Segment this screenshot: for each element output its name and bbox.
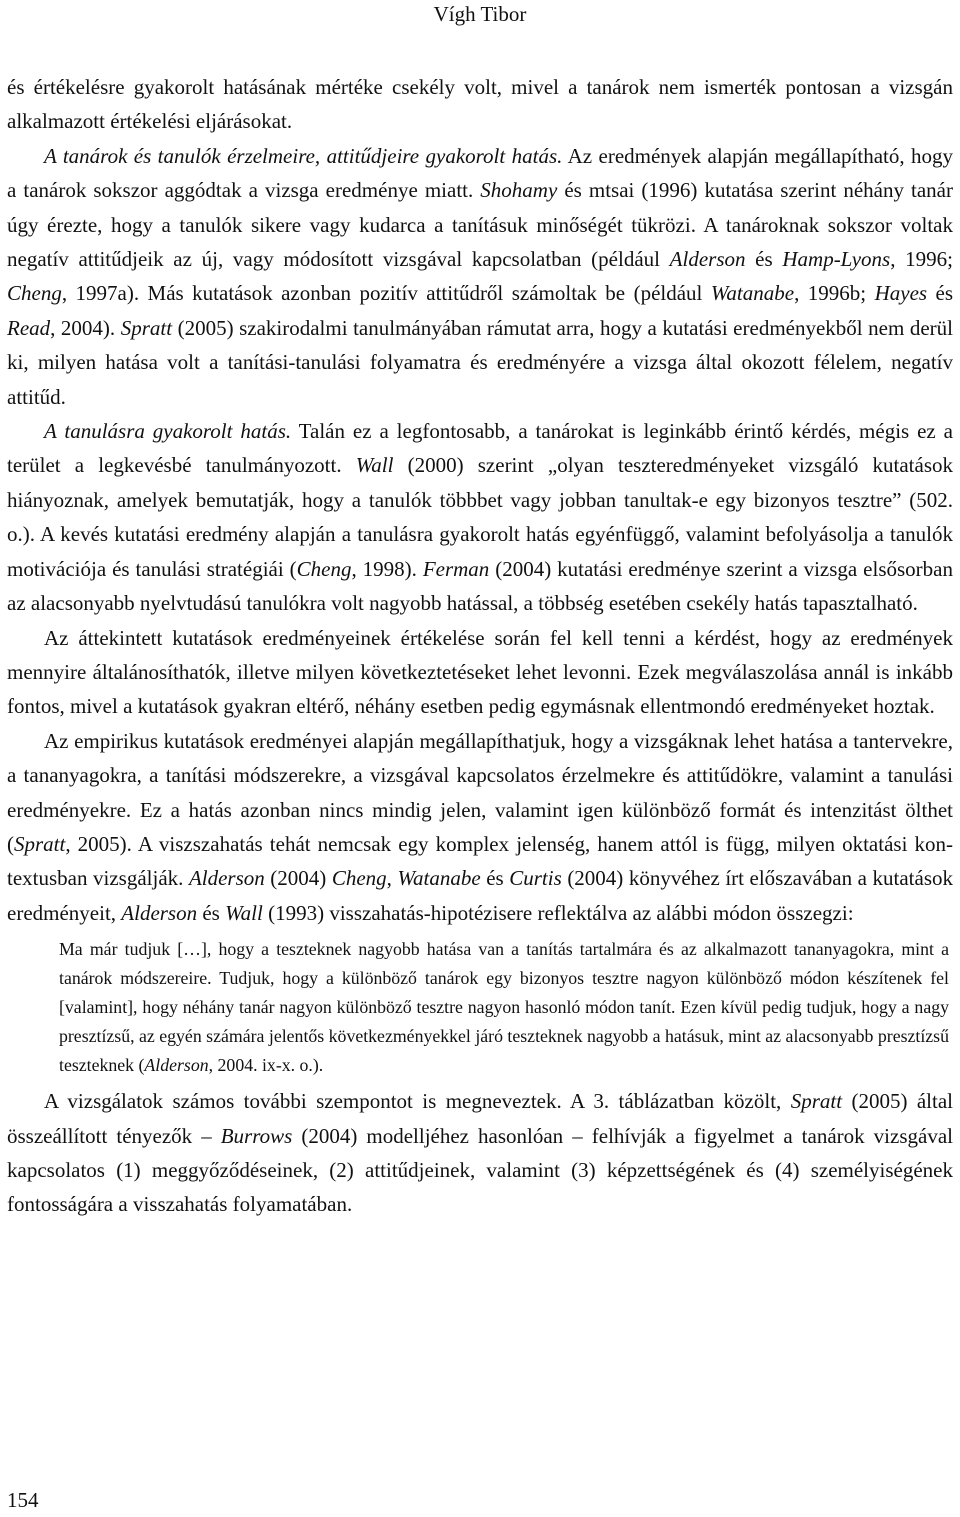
text-run: , 2004). bbox=[50, 315, 121, 340]
italic-text: Cheng bbox=[331, 866, 387, 891]
text-run: (2004) kutatási eredménye szerint a vizsga elsősorban az alacsonyabb nyelvtudású tanulókra volt nagyobb hatással, a többség esetében csekély hatás tapasztalható. bbox=[7, 556, 953, 616]
italic-text: Alderson bbox=[188, 866, 265, 891]
italic-text: A tanulásra gyakorolt hatás. bbox=[44, 419, 292, 444]
text-run: Az áttekintett kutatások eredményeinek értékelése során fel kell tenni a kérdést, hogy az eredmények mennyire általánosíthatók, illetve milyen következtetéseket lehet levonni. Ezek megválaszolása annál is inkább fontos, mivel a kutatások gyakran eltérő, néhány esetben pedig egymásnak ellentmondó eredményeket hoztak. bbox=[7, 625, 953, 719]
text-run: (2004) modelljéhez hasonlóan – felhívják a figyelmet a tanárok vizsgával kapcsolatos (1) meggyőződéseinek, (2) attitűdjeinek, valamint (3) képzettségének és (4) személyiségének fontosságára a visszahatás folyamatában. bbox=[7, 1123, 953, 1217]
italic-text: Burrows bbox=[220, 1123, 293, 1148]
paragraph bbox=[7, 139, 953, 414]
text-run: (2005) szakirodalmi tanulmányában rámutat arra, hogy a kutatási eredményekből nem derül ki, milyen hatása volt a tanítási-tanulási folyamatra és eredményére a vizsga által okozott félelem, negatív attitűd. bbox=[7, 315, 953, 409]
paragraph bbox=[7, 414, 953, 620]
text-run: és bbox=[197, 900, 226, 925]
page-number: 154 bbox=[7, 1488, 39, 1512]
italic-text: Alderson bbox=[121, 900, 198, 925]
italic-text: Cheng bbox=[296, 556, 352, 581]
text-run: (1993) visszahatás-hipotézisere reflektálva az alábbi módon összegzi: bbox=[262, 900, 854, 925]
italic-text: Hamp-Lyons bbox=[782, 247, 891, 272]
italic-text: Spratt bbox=[14, 831, 66, 856]
text-run: , 2004. ix-x. o.). bbox=[208, 1055, 324, 1076]
text-run: és mtsai (1996) kutatása szerint néhány tanár úgy érezte, hogy a tanulók sikere vagy kudarca a tanításuk minőségét tükrözi. A tanároknak sokszor voltak negatív attitűdjeik az új, vagy módosított vizsgával kapcsolatban (például bbox=[7, 178, 953, 272]
italic-text: Wall bbox=[225, 900, 263, 925]
text-run: Ma már tudjuk […], hogy a teszteknek nagyobb hatása van a tanítás tartalmára és az alkalmazott tananyagokra, mint a tanárok módszereire. Tudjuk, hogy a különböző tanárok egy bizonyos tesztre nagyon különböző módon készítenek fel [valamint], hogy néhány tanár nagyon különböző tesztre nagyon hasonló módon tanít. Ezen kívül pedig tudjuk, hogy a nagy presztízsű, az egyén számára jelentős következményekkel járó teszteknek nagyobb a hatásuk, mint az alacsonyabb presztízsű teszteknek ( bbox=[59, 939, 949, 1076]
paragraph bbox=[7, 70, 953, 139]
italic-text: Read bbox=[7, 315, 51, 340]
body-text bbox=[7, 70, 953, 1222]
text-run: , bbox=[386, 866, 398, 891]
paragraph bbox=[7, 1084, 953, 1222]
paragraph bbox=[7, 724, 953, 930]
italic-text: Hayes bbox=[874, 281, 928, 306]
paragraph bbox=[7, 621, 953, 724]
text-run: (2005) által összeállított tényezők – bbox=[7, 1089, 954, 1148]
text-run: (2000) szerint „olyan teszteredményeket vizsgáló kutatások hiányoznak, amelyek bemutatják, hogy a tanulók többbet vagy jobban tanultak-e egy bizonyos tesztre” (502. o.). A kevés kutatási eredmény alapján a tanulásra gyakorolt hatás egyénfüggő, valamint befolyásolja a tanulók motivációja és tanulási stratégiái ( bbox=[7, 453, 954, 581]
italic-text: Watanabe bbox=[710, 281, 795, 306]
italic-text: Shohamy bbox=[480, 178, 558, 203]
text-run: , 1997a). Más kutatások azonban pozitív attitűdről számoltak be (például bbox=[61, 281, 711, 306]
italic-text: Alderson bbox=[669, 247, 746, 272]
italic-text: A tanárok és tanulók érzelmeire, attitűdjeire gyakorolt hatás. bbox=[44, 143, 563, 168]
text-run: , 2005). A viszszahatás tehát nemcsak egy komplex jelenség, hanem attól is függ, milyen oktatási kontextusban vizsgálják. bbox=[7, 831, 953, 891]
text-run: , 1998). bbox=[351, 556, 423, 581]
block-quote bbox=[59, 935, 949, 1080]
italic-text: Cheng bbox=[7, 281, 62, 306]
text-run: , 1996b; bbox=[794, 281, 875, 306]
italic-text: Wall bbox=[355, 453, 394, 478]
text-run: és értékelésre gyakorolt hatásának mértéke csekély volt, mivel a tanárok nem ismerték pontosan a vizsgán alkalmazott értékelési eljárásokat. bbox=[7, 75, 953, 134]
text-run: Talán ez a legfontosabb, a tanárokat is leginkább érintő kérdés, mégis ez a terület a legkevésbé tanulmányozott. bbox=[7, 419, 953, 478]
text-run: A vizsgálatok számos további szempontot is megneveztek. A 3. táblázatban közölt, bbox=[44, 1089, 791, 1114]
italic-text: Spratt bbox=[120, 315, 173, 340]
italic-text: Curtis bbox=[509, 866, 562, 891]
text-run: és bbox=[745, 247, 783, 272]
running-head: Vígh Tibor bbox=[433, 2, 527, 26]
text-run: , 1996; bbox=[890, 247, 953, 272]
text-run: és bbox=[480, 866, 510, 891]
text-run: (2004) könyvéhez írt előszavában a kutatások eredményeit, bbox=[7, 866, 954, 925]
text-run: Az empirikus kutatások eredményei alapján megállapíthatjuk, hogy a vizsgáknak lehet hatása a tantervekre, a tananyagokra, a tanítási módszerekre, a vizsgával kapcsolatos érzelmekre és attitűdökre, valamint a tanulási eredményekre. Ez a hatás azonban nincs mindig jelen, valamint igen különböző formát és intenzitást ölthet ( bbox=[7, 728, 953, 856]
italic-text: Ferman bbox=[422, 556, 490, 581]
italic-text: Alderson bbox=[144, 1055, 209, 1076]
text-run: (2004) bbox=[264, 866, 332, 891]
text-run: és bbox=[927, 281, 954, 306]
italic-text: Watanabe bbox=[397, 866, 481, 891]
italic-text: Spratt bbox=[790, 1089, 843, 1114]
text-run: Az eredmények alapján megállapítható, hogy a tanárok sokszor aggódtak a vizsga eredménye miatt. bbox=[7, 143, 953, 203]
